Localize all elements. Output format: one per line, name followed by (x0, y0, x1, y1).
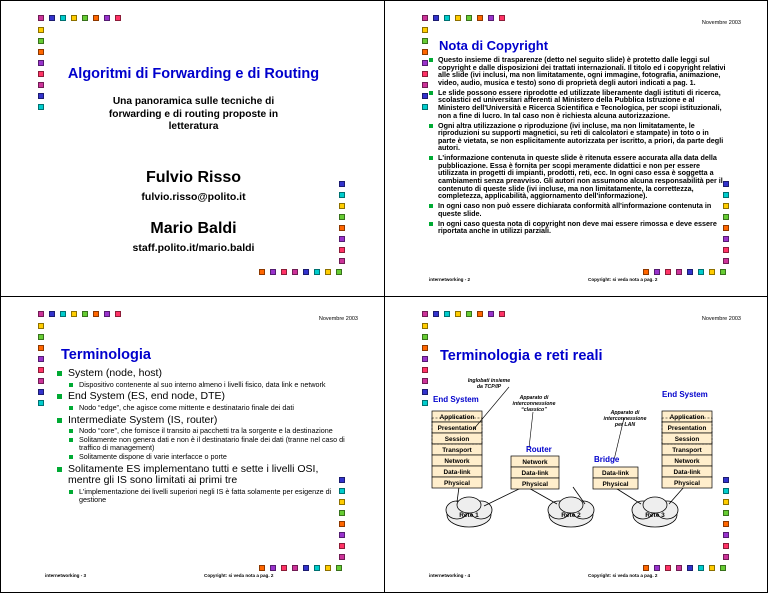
footer-right: Copyright: si veda nota a pag. 2 (588, 277, 658, 282)
slide-1 (0, 0, 385, 297)
decor-square (38, 345, 44, 351)
decor-square (82, 15, 88, 21)
decor-square (281, 565, 287, 571)
decor-square (720, 269, 726, 275)
decor-square (38, 104, 44, 110)
decor-square (38, 367, 44, 373)
decor-square (281, 269, 287, 275)
decor-square (422, 49, 428, 55)
decor-square (38, 356, 44, 362)
decor-square (499, 311, 505, 317)
decor-square (38, 82, 44, 88)
router-stack-layer-label: Network (522, 459, 548, 466)
footer-left: internetworking - 3 (45, 573, 87, 578)
slide-3-title: Terminologia (61, 347, 151, 363)
decor-square (38, 311, 44, 317)
note-lan: Apparato di interconnessione per LAN (603, 410, 647, 428)
decor-square (314, 269, 320, 275)
end-system-left-stack-layer-label: Data-link (443, 469, 471, 476)
note-tcpip: Inglobati insieme da TCP/IP (467, 378, 511, 390)
decor-square (665, 269, 671, 275)
term-item: End System (ES, end node, DTE) (57, 391, 347, 402)
decor-square (93, 311, 99, 317)
decor-square (38, 323, 44, 329)
footer-left: internetworking - 4 (429, 573, 471, 578)
net-label: Rete 1 (459, 512, 479, 519)
term-item: Intermediate System (IS, router) (57, 415, 347, 426)
decor-square (104, 15, 110, 21)
decor-square (466, 311, 472, 317)
decor-square (643, 269, 649, 275)
decor-square (488, 15, 494, 21)
decor-square (270, 565, 276, 571)
decor-square (339, 203, 345, 209)
decor-square (723, 554, 729, 560)
decor-square (49, 311, 55, 317)
copyright-bullet: In ogni caso non può essere dichiarata conformità all'informazione contenuta in queste slide. (429, 202, 727, 217)
decor-square (466, 15, 472, 21)
term-item: System (node, host) (57, 368, 347, 379)
decor-square (325, 269, 331, 275)
decor-square (698, 565, 704, 571)
decor-square (339, 543, 345, 549)
decor-square (422, 389, 428, 395)
decor-square (709, 269, 715, 275)
decor-square (422, 367, 428, 373)
author-2-name: Mario Baldi (150, 220, 237, 237)
decor-square (422, 15, 428, 21)
end-system-right-stack-layer-label: Data-link (673, 469, 701, 476)
slide-1-subtitle: Una panoramica sulle tecniche di forwarding e di routing proposte in letteratura (108, 96, 279, 132)
decor-square (422, 356, 428, 362)
decor-square (38, 93, 44, 99)
decor-square (433, 15, 439, 21)
end-system-left-label: End System (433, 395, 479, 404)
decor-square (488, 311, 494, 317)
slide-4 (384, 296, 768, 593)
decor-square (723, 258, 729, 264)
decor-square (292, 269, 298, 275)
decor-square (698, 269, 704, 275)
author-1-name: Fulvio Risso (145, 169, 242, 186)
decor-square (422, 27, 428, 33)
end-system-left-stack-layer-label: Application (439, 414, 475, 421)
decor-square (422, 38, 428, 44)
router-stack-layer-label: Physical (522, 481, 548, 488)
end-system-left-stack-layer-label: Presentation (437, 425, 477, 432)
slide-4-title: Terminologia e reti reali (440, 348, 603, 364)
term-subitem: L'implementazione dei livelli superiori negli IS è fatta solamente per esigenze di gestione (57, 488, 347, 504)
decor-square (339, 554, 345, 560)
decor-square (38, 27, 44, 33)
author-2-url: staff.polito.it/mario.baldi (132, 242, 255, 254)
decor-square (303, 565, 309, 571)
decor-square (49, 15, 55, 21)
decor-square (433, 311, 439, 317)
decor-square (643, 565, 649, 571)
decor-square (38, 334, 44, 340)
decor-square (339, 258, 345, 264)
decor-square (314, 565, 320, 571)
decor-square (422, 104, 428, 110)
end-system-right-stack-layer-label: Presentation (667, 425, 707, 432)
term-subitem: Nodo “edge”, che agisce come mittente e destinatario finale dei dati (57, 404, 347, 412)
decor-square (259, 269, 265, 275)
slide-date: Novembre 2003 (701, 316, 741, 322)
note-apparato: Apparato di interconnessione “classico” (512, 395, 556, 413)
term-item: Solitamente ES implementano tutti e sette i livelli OSI, mentre gli IS sono limitati ai primi tre (57, 464, 347, 486)
net-label: Rete 2 (561, 512, 581, 519)
decor-square (115, 311, 121, 317)
decor-square (259, 565, 265, 571)
footer-left: internetworking - 2 (429, 277, 471, 282)
decor-square (38, 389, 44, 395)
term-subitem: Solitamente dispone di varie interfacce o porte (57, 453, 347, 461)
decor-square (336, 565, 342, 571)
decor-square (444, 311, 450, 317)
decor-square (339, 532, 345, 538)
slide-date: Novembre 2003 (318, 316, 358, 322)
decor-square (422, 311, 428, 317)
footer-right: Copyright: si veda nota a pag. 2 (588, 573, 658, 578)
decor-square (38, 15, 44, 21)
end-system-left-stack-layer-label: Physical (444, 480, 470, 487)
decor-square (303, 269, 309, 275)
decor-square (687, 269, 693, 275)
slide-3 (0, 296, 385, 593)
decor-square (270, 269, 276, 275)
slide-1-title: Algoritmi di Forwarding e di Routing (67, 66, 320, 82)
terminology-list (57, 365, 347, 503)
bridge-stack-layer-label: Physical (602, 481, 629, 488)
decor-square (71, 311, 77, 317)
end-system-right-stack-layer-label: Network (674, 458, 700, 465)
copyright-bullets (429, 56, 727, 237)
decor-square (422, 60, 428, 66)
decor-square (325, 565, 331, 571)
copyright-bullet: In ogni caso questa nota di copyright non deve mai essere rimossa e deve essere riportata anche in utilizzi parziali. (429, 220, 727, 235)
bridge-stack-layer-label: Data-link (602, 470, 629, 477)
copyright-bullet: Le slide possono essere riprodotte ed utilizzate liberamente dagli istituti di ricerca, scolastici ed universitari afferenti al Ministero della Pubblica Istruzione e al Ministero dell'Università e Ricerca Scientifica e Tecnologica, per scopi istituzionali, non a fine di lucro. In tal caso non è richiesta alcuna autorizzazione. (429, 89, 727, 119)
decor-square (422, 82, 428, 88)
end-system-right-stack-layer-label: Physical (674, 480, 700, 487)
decor-square (422, 334, 428, 340)
decor-square (720, 565, 726, 571)
decor-square (104, 311, 110, 317)
decor-square (336, 269, 342, 275)
copyright-bullet: Questo insieme di trasparenze (detto nel seguito slide) è protetto dalle leggi sul copyright e dalle disposizioni dei trattati internazionali. Il titolo ed i copyright relativi alle slide (ivi inclusi, ma non limitatamente, ogni immagine, fotografia, animazione, video, audio, musica e testo) sono di proprietà degli autori indicati a pag. 1. (429, 56, 727, 86)
decor-square (38, 378, 44, 384)
decor-square (676, 565, 682, 571)
decor-square (339, 521, 345, 527)
decor-square (115, 15, 121, 21)
decor-square (676, 269, 682, 275)
decor-square (292, 565, 298, 571)
decor-square (71, 15, 77, 21)
decor-square (60, 15, 66, 21)
router-stack-layer-label: Data-link (521, 470, 549, 477)
decor-square (455, 15, 461, 21)
end-system-left-stack-layer-label: Session (444, 436, 470, 443)
decor-square (723, 247, 729, 253)
decor-square (709, 565, 715, 571)
decor-square (422, 323, 428, 329)
decor-square (422, 345, 428, 351)
copyright-bullet: L'informazione contenuta in queste slide è ritenuta essere accurata alla data della pubblicazione. Essa è fornita per scopi meramente didattici e non per essere utilizzata in progetti di impianti, prodotti, reti, ecc. In ogni caso essa è soggetta a cambiamenti senza preavviso. Gli autori non assumono alcuna responsabilità per il contenuto di queste slide (ivi incluse, ma non limitatamente, la correttezza, completezza, applicabilità, aggiornamento dell'informazione). (429, 154, 727, 200)
decor-square (82, 311, 88, 317)
decor-square (38, 38, 44, 44)
decor-square (477, 15, 483, 21)
slide-2-title: Nota di Copyright (439, 38, 549, 53)
decor-square (477, 311, 483, 317)
footer-right: Copyright: si veda nota a pag. 2 (204, 573, 274, 578)
term-subitem: Solitamente non genera dati e non è il destinatario finale dei dati (tranne nel caso di traffico di management) (57, 436, 347, 452)
slide-date: Novembre 2003 (701, 20, 741, 26)
decor-square (687, 565, 693, 571)
end-system-left-stack-layer-label: Network (444, 458, 470, 465)
net-label: Rete 3 (645, 512, 665, 519)
network-diagram (429, 372, 729, 547)
decor-square (654, 565, 660, 571)
author-1-email: fulvio.risso@polito.it (141, 191, 246, 203)
bridge-label: Bridge (594, 455, 620, 464)
slide-2 (384, 0, 768, 297)
decor-square (422, 378, 428, 384)
end-system-right-stack-layer-label: Application (669, 414, 705, 421)
router-label: Router (526, 445, 552, 454)
decor-square (339, 510, 345, 516)
decor-square (38, 400, 44, 406)
decor-square (455, 311, 461, 317)
end-system-left-stack-layer-label: Transport (442, 447, 472, 454)
decor-square (422, 93, 428, 99)
decor-square (665, 565, 671, 571)
decor-square (422, 400, 428, 406)
term-subitem: Dispositivo contenente al suo interno almeno i livelli fisico, data link e network (57, 381, 347, 389)
decor-square (422, 71, 428, 77)
end-system-right-label: End System (662, 390, 708, 399)
decor-square (60, 311, 66, 317)
decor-square (93, 15, 99, 21)
decor-square (654, 269, 660, 275)
end-system-right-stack-layer-label: Session (674, 436, 700, 443)
decor-square (499, 15, 505, 21)
term-subitem: Nodo “core”, che fornisce il transito ai pacchetti tra la sorgente e la destinazione (57, 427, 347, 435)
end-system-right-stack-layer-label: Transport (672, 447, 702, 454)
copyright-bullet: Ogni altra utilizzazione o riproduzione (ivi incluse, ma non limitatamente, le riproduzioni su supporti magnetici, su reti di calcolatori e stampate) in toto o in parte è vietata, se non esplicitamente autorizzata per iscritto, a priori, da parte degli autori. (429, 122, 727, 152)
decor-square (444, 15, 450, 21)
decor-square (38, 49, 44, 55)
